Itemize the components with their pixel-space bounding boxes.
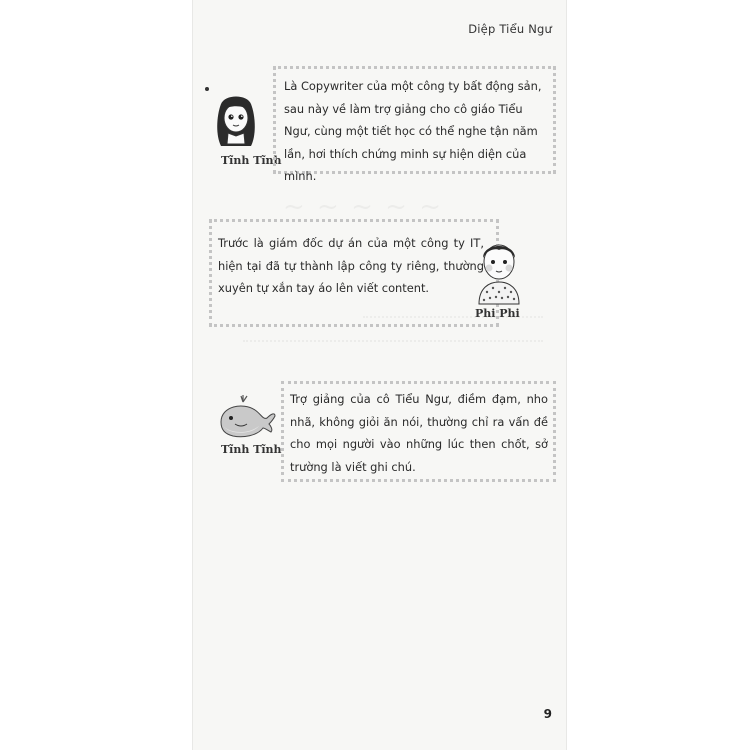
running-header: Diệp Tiểu Ngư [468, 22, 552, 36]
character-description-box [281, 381, 556, 482]
character-description: Là Copywriter của một công ty bất động sản, sau này về làm trợ giảng cho cô giáo Tiểu Ngư, cùng một tiết học có thể nghe tận năm lần, hơi thích chứng minh sự hiện diện của mình. [284, 79, 542, 183]
character-description-box [273, 66, 556, 183]
character-description-box [209, 219, 499, 327]
whale-icon [213, 392, 279, 442]
character-description: Trợ giảng của cô Tiểu Ngư, điềm đạm, nho nhã, không giỏi ăn nói, thường chỉ ra vấn đề cho mọi người vào những lúc then chốt, sở trường là viết ghi chú. [290, 392, 548, 474]
character-name: Tĩnh Tĩnh [221, 154, 282, 167]
character-description: Trước là giám đốc dự án của một công ty IT, hiện tại đã tự thành lập công ty riêng, thường xuyên tự xắn tay áo lên viết content. [218, 236, 484, 295]
bleed-through-line [243, 340, 543, 352]
book-page [192, 0, 567, 750]
short-haired-boy-icon [469, 236, 529, 308]
bleed-through-text: ~ ~ ~ ~ ~ [283, 192, 443, 222]
character-name: Phi Phi [475, 307, 520, 320]
long-haired-girl-icon [201, 84, 271, 154]
page-number: 9 [543, 707, 552, 721]
character-name: Tĩnh Tĩnh [221, 443, 282, 456]
